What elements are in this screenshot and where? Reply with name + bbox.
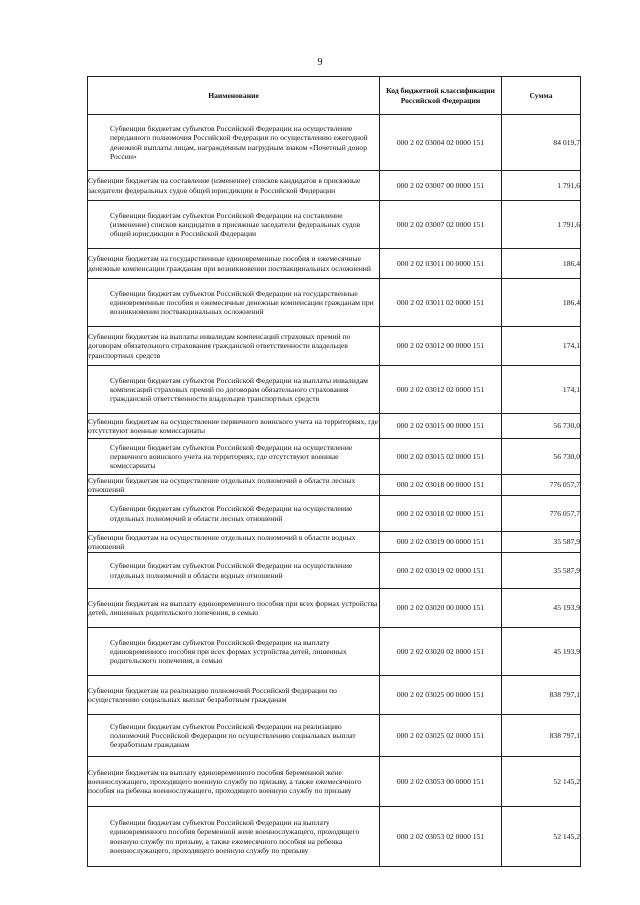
row-code-cell: 000 2 02 03020 02 0000 151	[380, 628, 502, 676]
table-row	[88, 757, 581, 807]
row-sum-cell: 186,4	[502, 249, 581, 279]
table-row	[88, 115, 581, 171]
row-sum-cell: 838 797,1	[502, 715, 581, 757]
table-row	[88, 807, 581, 867]
row-name-cell: Субвенции бюджетам на осуществление отдельных полномочий в области водных отношений	[88, 532, 380, 553]
row-code-cell: 000 2 02 03019 00 0000 151	[380, 532, 502, 553]
row-name-cell: Субвенции бюджетам субъектов Российской Федерации на составление (изменение) списков кандидатов в присяжные заседатели федеральных судов общей юрисдикции в Российской Федерации	[88, 201, 380, 249]
row-name-cell: Субвенции бюджетам на составление (изменение) списков кандидатов в присяжные заседатели федеральных судов общей юрисдикции в Российской Федерации	[88, 171, 380, 201]
table-row	[88, 249, 581, 279]
row-sum-cell: 174,1	[502, 366, 581, 414]
row-code-cell: 000 2 02 03025 00 0000 151	[380, 676, 502, 715]
row-sum-cell: 45 193,9	[502, 628, 581, 676]
row-name-cell: Субвенции бюджетам субъектов Российской Федерации на выплаты инвалидам компенсаций страховых премий по договорам обязательного страхования гражданской ответственности владельцев транспортных средств	[88, 366, 380, 414]
table-row	[88, 532, 581, 553]
row-name-cell: Субвенции бюджетам на выплату единовременного пособия при всех формах устройства детей, лишенных родительского попечения, в семью	[88, 589, 380, 628]
row-code-cell: 000 2 02 03053 02 0000 151	[380, 807, 502, 867]
row-name-cell: Субвенции бюджетам на выплату единовременного пособия беременной жене военнослужащего, проходящего военную службу по призыву, а также ежемесячного пособия на ребенка военнослужащего, проходящего военную службу по призыву	[88, 757, 380, 807]
column-header-sum: Сумма	[502, 77, 581, 115]
row-code-cell: 000 2 02 03007 00 0000 151	[380, 171, 502, 201]
row-name-cell: Субвенции бюджетам на осуществление отдельных полномочий в области лесных отношений	[88, 475, 380, 496]
row-code-cell: 000 2 02 03019 02 0000 151	[380, 553, 502, 589]
table-row	[88, 589, 581, 628]
table-row	[88, 171, 581, 201]
column-header-code: Код бюджетной классификации Российской Федерации	[380, 77, 502, 115]
table-row	[88, 414, 581, 439]
row-code-cell: 000 2 02 03025 02 0000 151	[380, 715, 502, 757]
row-sum-cell: 84 019,7	[502, 115, 581, 171]
row-code-cell: 000 2 02 03007 02 0000 151	[380, 201, 502, 249]
table-row	[88, 628, 581, 676]
row-name-cell: Субвенции бюджетам субъектов Российской Федерации на выплату единовременного пособия беременной жене военнослужащего, проходящего военную службу по призыву, а также ежемесячного пособия на ребенка военнослужащего, проходящего военную службу по призыву	[88, 807, 380, 867]
row-name-cell: Субвенции бюджетам на выплаты инвалидам компенсаций страховых премий по договорам обязательного страхования гражданской ответственности владельцев транспортных средств	[88, 327, 380, 366]
row-sum-cell: 776 057,7	[502, 496, 581, 532]
row-sum-cell: 56 730,0	[502, 439, 581, 475]
row-code-cell: 000 2 02 03020 00 0000 151	[380, 589, 502, 628]
row-sum-cell: 838 797,1	[502, 676, 581, 715]
row-code-cell: 000 2 02 03011 00 0000 151	[380, 249, 502, 279]
row-sum-cell: 1 791,6	[502, 171, 581, 201]
table-header-row	[88, 77, 581, 115]
row-name-cell: Субвенции бюджетам субъектов Российской Федерации на осуществление отдельных полномочий в области водных отношений	[88, 553, 380, 589]
row-name-cell: Субвенции бюджетам субъектов Российской Федерации на реализацию полномочий Российской Федерации по осуществлению социальных выплат безработным гражданам	[88, 715, 380, 757]
row-code-cell: 000 2 02 03012 02 0000 151	[380, 366, 502, 414]
table-row	[88, 366, 581, 414]
row-name-cell: Субвенции бюджетам субъектов Российской Федерации на государственные единовременные пособия и ежемесячные денежные компенсации гражданам при возникновении поствакцинальных осложнений	[88, 279, 380, 327]
row-code-cell: 000 2 02 03015 00 0000 151	[380, 414, 502, 439]
row-sum-cell: 1 791,6	[502, 201, 581, 249]
row-name-cell: Субвенции бюджетам на реализацию полномочий Российской Федерации по осуществлению социальных выплат безработным гражданам	[88, 676, 380, 715]
row-sum-cell: 35 587,9	[502, 553, 581, 589]
page-number: 9	[317, 57, 323, 68]
row-sum-cell: 45 193,9	[502, 589, 581, 628]
table-body	[88, 115, 581, 867]
row-code-cell: 000 2 02 03018 02 0000 151	[380, 496, 502, 532]
table-row	[88, 279, 581, 327]
table-row	[88, 715, 581, 757]
row-name-cell: Субвенции бюджетам субъектов Российской Федерации на осуществление отдельных полномочий в области лесных отношений	[88, 496, 380, 532]
row-sum-cell: 56 730,0	[502, 414, 581, 439]
budget-table	[87, 76, 581, 867]
row-sum-cell: 186,4	[502, 279, 581, 327]
row-code-cell: 000 2 02 03018 00 0000 151	[380, 475, 502, 496]
row-name-cell: Субвенции бюджетам на осуществление первичного воинского учета на территориях, где отсутствуют военные комиссариаты	[88, 414, 380, 439]
row-name-cell: Субвенции бюджетам субъектов Российской Федерации на выплату единовременного пособия при всех формах устройства детей, лишенных родительского попечения, в семью	[88, 628, 380, 676]
table-row	[88, 553, 581, 589]
table-row	[88, 201, 581, 249]
table-row	[88, 475, 581, 496]
row-code-cell: 000 2 02 03053 00 0000 151	[380, 757, 502, 807]
table-row	[88, 439, 581, 475]
row-code-cell: 000 2 02 03004 02 0000 151	[380, 115, 502, 171]
row-sum-cell: 52 145,2	[502, 757, 581, 807]
table-row	[88, 676, 581, 715]
table-row	[88, 496, 581, 532]
row-name-cell: Субвенции бюджетам субъектов Российской Федерации на осуществление первичного воинского учета на территориях, где отсутствуют военные комиссариаты	[88, 439, 380, 475]
row-code-cell: 000 2 02 03011 02 0000 151	[380, 279, 502, 327]
row-name-cell: Субвенции бюджетам субъектов Российской Федерации на осуществление переданного полномочия Российской Федерации по осуществлению ежегодной денежной выплаты лицам, награжденным нагрудным знаком «Почетный донор России»	[88, 115, 380, 171]
row-code-cell: 000 2 02 03012 00 0000 151	[380, 327, 502, 366]
row-sum-cell: 35 587,9	[502, 532, 581, 553]
row-name-cell: Субвенции бюджетам на государственные единовременные пособия и ежемесячные денежные компенсации гражданам при возникновении поствакцинальных осложнений	[88, 249, 380, 279]
column-header-name: Наименование	[88, 77, 380, 115]
row-sum-cell: 52 145,2	[502, 807, 581, 867]
row-sum-cell: 776 057,7	[502, 475, 581, 496]
row-sum-cell: 174,1	[502, 327, 581, 366]
table-row	[88, 327, 581, 366]
row-code-cell: 000 2 02 03015 02 0000 151	[380, 439, 502, 475]
